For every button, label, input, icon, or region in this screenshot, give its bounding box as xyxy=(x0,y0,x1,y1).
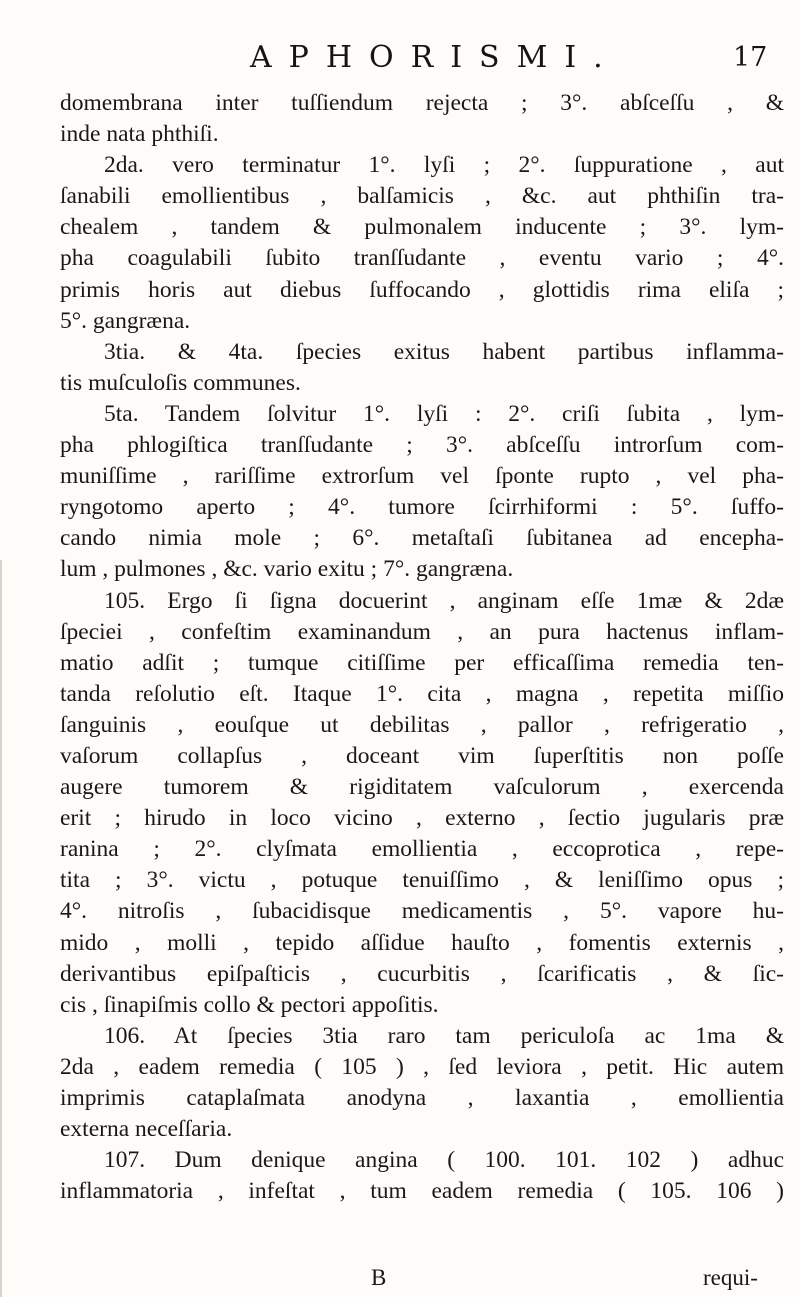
text-line: ranina ; 2°. clyſmata emollientia , eccoprotica , repe- xyxy=(60,836,784,863)
text-line: inde nata phthiſi. xyxy=(60,121,219,148)
text-line: tita ; 3°. victu , potuque tenuiſſimo , & leniſſimo opus ; xyxy=(60,867,784,894)
text-line: pha phlogiſtica tranſſudante ; 3°. abſceſſu introrſum com- xyxy=(60,432,784,459)
text-line: ſanguinis , eouſque ut debilitas , pallor , refrigeratio , xyxy=(60,711,784,738)
text-line: 2da , eadem remedia ( 105 ) , ſed leviora , petit. Hic autem xyxy=(60,1053,784,1080)
text-line: chealem , tandem & pulmonalem inducente ; 3°. lym- xyxy=(60,214,784,241)
text-line: mido , molli , tepido aſſidue hauſto , fomentis externis , xyxy=(60,929,784,956)
catchword: requi- xyxy=(703,1265,758,1290)
text-line: pha coagulabili ſubito tranſſudante , eventu vario ; 4°. xyxy=(60,245,784,272)
text-line: vaſorum collapſus , doceant vim ſuperſtitis non poſſe xyxy=(60,742,784,769)
text-line: 3tia. & 4ta. ſpecies exitus habent partibus inflamma- xyxy=(104,338,784,365)
body-text xyxy=(60,88,784,1207)
page-edge-shadow xyxy=(0,560,2,1297)
text-line: augere tumorem & rigiditatem vaſculorum , exercenda xyxy=(60,774,784,801)
page-footer xyxy=(0,1265,800,1295)
text-line: 107. Dum denique angina ( 100. 101. 102 ) adhuc xyxy=(104,1147,784,1174)
text-line: ſpeciei , confeſtim examinandum , an pura hactenus inflam- xyxy=(60,618,784,645)
text-line: 5°. gangræna. xyxy=(60,307,191,334)
text-line: ſanabili emollientibus , balſamicis , &c. aut phthiſin tra- xyxy=(60,183,784,210)
text-line: ryngotomo aperto ; 4°. tumore ſcirrhiformi : 5°. ſuffo- xyxy=(60,494,784,521)
text-line: erit ; hirudo in loco vicino , externo , ſectio jugularis præ xyxy=(60,805,784,832)
text-line: primis horis aut diebus ſuffocando , glottidis rima eliſa ; xyxy=(60,276,784,303)
text-line: cis , ſinapiſmis collo & pectori appoſitis. xyxy=(60,991,439,1018)
signature-mark: B xyxy=(371,1265,387,1290)
text-line: lum , pulmones , &c. vario exitu ; 7°. gangræna. xyxy=(60,556,514,583)
text-line: inflammatoria , infeſtat , tum eadem remedia ( 105. 106 ) xyxy=(60,1178,784,1205)
text-line: 105. Ergo ſi ſigna docuerint , anginam eſſe 1mæ & 2dæ xyxy=(104,587,784,614)
text-line: muniſſime , rariſſime extrorſum vel ſponte rupto , vel pha- xyxy=(60,463,784,490)
text-line: cando nimia mole ; 6°. metaſtaſi ſubitanea ad encepha- xyxy=(60,525,784,552)
text-line: tis muſculoſis communes. xyxy=(60,369,301,396)
text-line: 5ta. Tandem ſolvitur 1°. lyſi : 2°. criſi ſubita , lym- xyxy=(104,400,784,427)
text-line: 106. At ſpecies 3tia raro tam periculoſa ac 1ma & xyxy=(104,1022,784,1049)
running-head xyxy=(0,40,800,84)
text-line: 4°. nitroſis , ſubacidisque medicamentis , 5°. vapore hu- xyxy=(60,898,784,925)
text-line: domembrana inter tuſſiendum rejecta ; 3°. abſceſſu , & xyxy=(60,90,784,116)
text-line: derivantibus epiſpaſticis , cucurbitis , ſcarificatis , & ſic- xyxy=(60,960,784,987)
text-line: externa neceſſaria. xyxy=(60,1116,233,1143)
text-line: 2da. vero terminatur 1°. lyſi ; 2°. ſuppuratione , aut xyxy=(104,152,784,179)
text-line: matio adſit ; tumque citiſſime per efficaſſima remedia ten- xyxy=(60,649,784,676)
running-title: APHORISMI. xyxy=(250,40,620,75)
text-line: imprimis cataplaſmata anodyna , laxantia , emollientia xyxy=(60,1085,784,1111)
page-number: 17 xyxy=(733,42,768,73)
text-line: tanda reſolutio eſt. Itaque 1°. cita , magna , repetita miſſio xyxy=(60,680,784,707)
